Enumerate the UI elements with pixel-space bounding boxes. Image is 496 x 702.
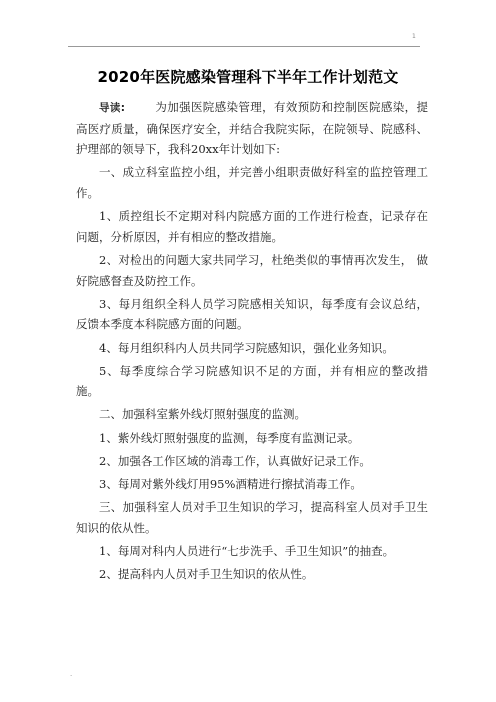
lead-text: 为加强医院感染管理，有效预防和控制医院感染，提高医疗质量，确保医疗安全，并结合我院实际，在院领导、院感科、护理部的领导下，我科20xx年计划如下: [76, 100, 429, 157]
paragraph: 4、每月组织科内人员共同学习院感知识，强化业务知识。 [99, 340, 394, 355]
document-body [76, 97, 428, 587]
paragraph: 1、质控组长不定期对科内院感方面的工作进行检查，记录存在问题，分析原因，并有相应的整改措施。 [76, 209, 428, 244]
paragraph: 三、加强科室人员对手卫生知识的学习，提高科室人员对手卫生知识的依从性。 [76, 500, 428, 535]
lead-paragraph [76, 97, 428, 160]
paragraph: 二、加强科室紫外线灯照射强度的监测。 [99, 407, 306, 422]
footer-mark: . [70, 670, 73, 678]
document-title: 2020年医院感染管理科下半年工作计划范文 [97, 68, 399, 86]
paragraph: 1、紫外线灯照射强度的监测，每季度有监测记录。 [99, 430, 360, 445]
paragraph: 一、成立科室监控小组，并完善小组职责做好科室的监控管理工作。 [76, 165, 428, 200]
page-number: 1 [412, 33, 416, 40]
paragraph: 1、每周对科内人员进行“七步洗手、手卫生知识”的抽查。 [99, 544, 395, 558]
header-rule [68, 46, 420, 47]
paragraph: 2、对检出的问题大家共同学习，杜绝类似的事情再次发生， 做好院感督查及防控工作。 [76, 252, 428, 288]
paragraph: 5、每季度综合学习院感知识不足的方面，并有相应的整改措施。 [76, 363, 428, 399]
lead-label: 导读: [99, 102, 125, 114]
paragraph: 2、加强各工作区域的消毒工作，认真做好记录工作。 [99, 453, 371, 468]
paragraph: 3、每周对紫外线灯用95%酒精进行擦拭消毒工作。 [99, 477, 362, 492]
paragraph: 2、提高科内人员对手卫生知识的依从性。 [99, 567, 314, 582]
paragraph: 3、每月组织全科人员学习院感相关知识，每季度有会议总结，反馈本季度本科院感方面的问题。 [76, 296, 428, 332]
